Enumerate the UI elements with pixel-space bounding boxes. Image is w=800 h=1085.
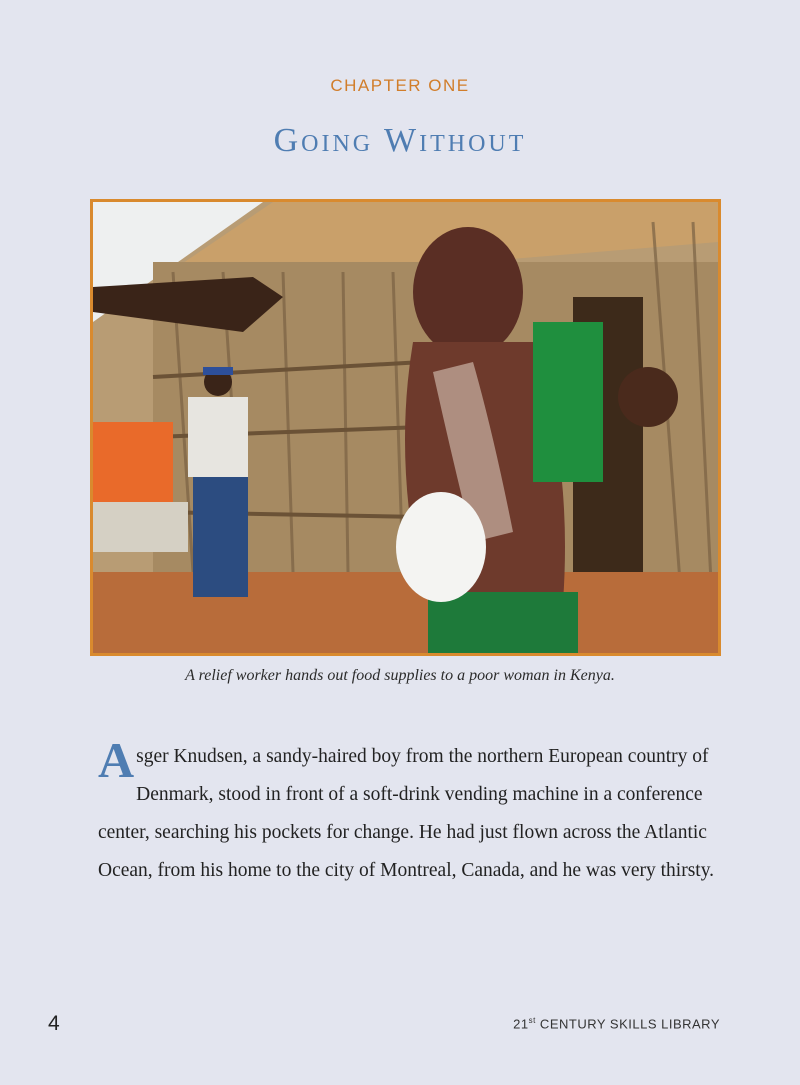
series-suffix: st	[528, 1016, 536, 1025]
page-number: 4	[48, 1012, 60, 1035]
series-label: CENTURY SKILLS LIBRARY	[535, 1016, 720, 1032]
photo-caption: A relief worker hands out food supplies to a poor woman in Kenya.	[185, 667, 615, 684]
series-name	[513, 1016, 720, 1031]
series-number: 21	[513, 1016, 529, 1032]
chapter-title: Going Without	[273, 122, 527, 159]
body-paragraph	[98, 732, 723, 890]
photo	[90, 199, 721, 656]
chapter-label: CHAPTER ONE	[330, 76, 470, 95]
photo-illustration	[93, 202, 718, 653]
paragraph-text: sger Knudsen, a sandy-haired boy from the northern European country of Denmark, stood in front of a soft-drink vending machine in a conference center, searching his pockets for change. He had just flown across the Atlantic Ocean, from his home to the city of Montreal, Canada, and he was very thirsty.	[98, 746, 715, 881]
dropcap: A	[98, 732, 135, 788]
